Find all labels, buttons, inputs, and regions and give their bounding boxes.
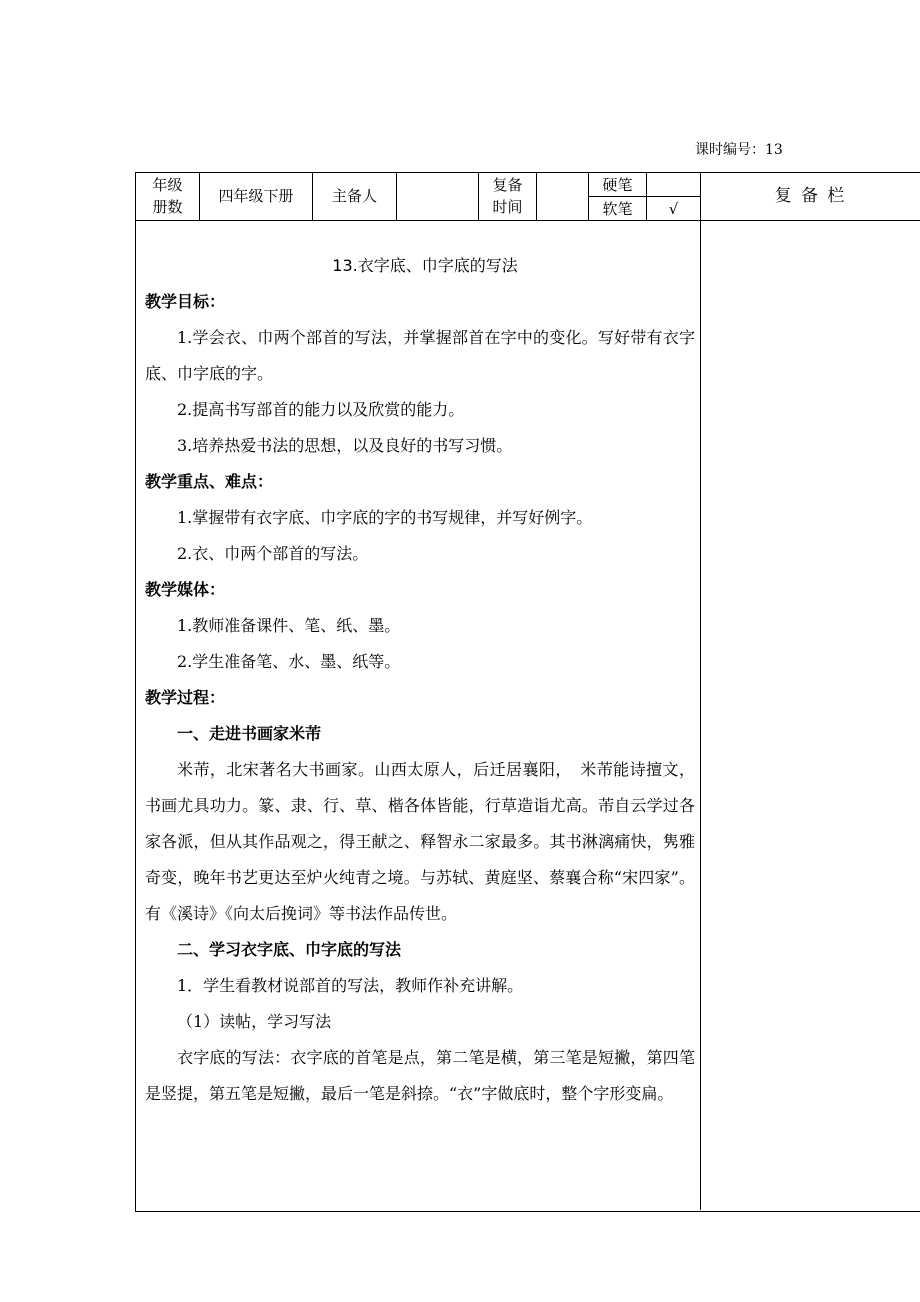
step1-sub: （1）读帖，学习写法 xyxy=(177,1012,332,1031)
step1: 1．学生看教材说部首的写法，教师作补充讲解。 xyxy=(177,976,524,995)
grade-value: 四年级下册 xyxy=(218,187,294,205)
grade-label: 年级 册数 xyxy=(152,176,183,216)
pen-soft-label: 软笔 xyxy=(602,200,633,218)
pen-row-divider xyxy=(588,196,700,197)
step1-text: 衣字底的写法：衣字底的首笔是点，第二笔是横，第三笔是短撇，第四笔是竖提，第五笔是短撇，最后一笔是斜捺。“衣”字做底时，整个字形变扁。 xyxy=(145,1048,695,1103)
col-divider-3 xyxy=(396,172,397,220)
keypoints-heading: 教学重点、难点： xyxy=(145,472,274,491)
objective-item: 2.提高书写部首的能力以及欣赏的能力。 xyxy=(177,400,465,419)
lesson-title: 13.衣字底、巾字底的写法 xyxy=(332,256,518,275)
preparer-label: 主备人 xyxy=(331,187,377,205)
media-heading: 教学媒体： xyxy=(145,580,226,599)
lesson-content xyxy=(145,248,695,1112)
process-heading: 教学过程： xyxy=(145,688,226,707)
lesson-number: 课时编号：13 xyxy=(695,142,783,158)
keypoint-item: 2.衣、巾两个部首的写法。 xyxy=(177,544,369,563)
objective-item: 3.培养热爱书法的思想，以及良好的书写习惯。 xyxy=(177,436,513,455)
col-divider-5 xyxy=(536,172,537,220)
pen-hard-label: 硬笔 xyxy=(602,176,633,194)
section2-heading: 二、学习衣字底、巾字底的写法 xyxy=(177,940,402,959)
objective-item: 1.学会衣、巾两个部首的写法，并掌握部首在字中的变化。写好带有衣字底、巾字底的字。 xyxy=(145,328,695,383)
pen-soft-value: √ xyxy=(668,200,679,218)
media-item: 1.教师准备课件、笔、纸、墨。 xyxy=(177,616,401,635)
media-item: 2.学生准备笔、水、墨、纸等。 xyxy=(177,652,401,671)
review-column-divider xyxy=(700,172,701,1210)
keypoint-item: 1.掌握带有衣字底、巾字底的字的书写规律，并写好例字。 xyxy=(177,508,593,527)
review-column-label: 复 备 栏 xyxy=(774,186,847,206)
review-time-label: 复备 时间 xyxy=(492,176,523,216)
objectives-heading: 教学目标： xyxy=(145,292,226,311)
section1-heading: 一、走进书画家米芾 xyxy=(177,724,322,743)
header-row-divider xyxy=(135,220,920,221)
section1-text: 米芾，北宋著名大书画家。山西太原人，后迁居襄阳， 米芾能诗擅文，书画尤具功力。篆、隶、行、草、楷各体皆能，行草造诣尤高。芾自云学过各家各派，但从其作品观之，得王献之、释智永二家最多。其书淋漓痛快，隽雅奇变，晚年书艺更达至炉火纯青之境。与苏轼、黄庭坚、蔡襄合称“宋四家”。有《溪诗》《向太后挽词》等书法作品传世。 xyxy=(145,760,695,923)
